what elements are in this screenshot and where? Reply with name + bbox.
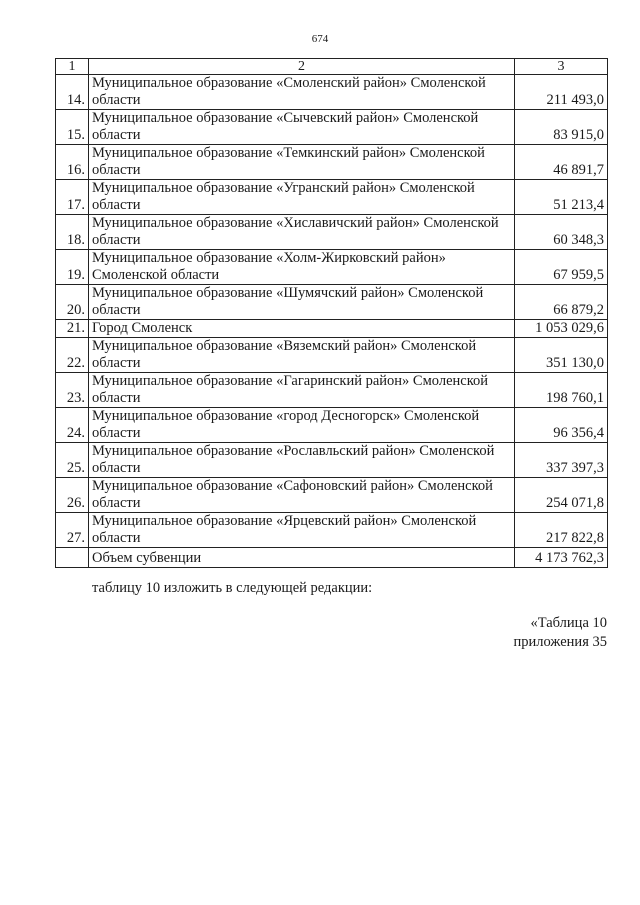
row-name: Муниципальное образование «Темкинский район» Смоленской области: [89, 145, 515, 180]
row-number: 25.: [56, 443, 89, 478]
row-name: Муниципальное образование «Рославльский район» Смоленской области: [89, 443, 515, 478]
row-value: 46 891,7: [515, 145, 608, 180]
row-number: 24.: [56, 408, 89, 443]
table-row: [56, 443, 608, 478]
instruction-text: таблицу 10 изложить в следующей редакции:: [92, 580, 373, 596]
row-name: Муниципальное образование «Вяземский район» Смоленской области: [89, 338, 515, 373]
row-number: 15.: [56, 110, 89, 145]
row-name: Муниципальное образование «Холм-Жирковский район» Смоленской области: [89, 250, 515, 285]
row-number: 17.: [56, 180, 89, 215]
table-row: [56, 250, 608, 285]
table-row: [56, 180, 608, 215]
total-row: [56, 548, 608, 568]
row-value: 217 822,8: [515, 513, 608, 548]
column-header-name: 2: [89, 59, 515, 75]
row-name: Муниципальное образование «Хиславичский район» Смоленской области: [89, 215, 515, 250]
table-row: [56, 408, 608, 443]
row-number: 20.: [56, 285, 89, 320]
column-header-number: 1: [56, 59, 89, 75]
row-name: Муниципальное образование «Гагаринский район» Смоленской области: [89, 373, 515, 408]
row-name: Муниципальное образование «Сафоновский район» Смоленской области: [89, 478, 515, 513]
table-header-row: [56, 59, 608, 75]
table-caption-block: [514, 614, 607, 652]
table-reference: «Таблица 10: [530, 615, 607, 631]
row-value: 198 760,1: [515, 373, 608, 408]
row-name: Муниципальное образование «Ярцевский район» Смоленской области: [89, 513, 515, 548]
row-value: 254 071,8: [515, 478, 608, 513]
row-value: 1 053 029,6: [515, 320, 608, 338]
subsidy-table: [55, 58, 608, 568]
row-number: 16.: [56, 145, 89, 180]
table-body: [56, 59, 608, 568]
row-number: [56, 548, 89, 568]
row-value: 51 213,4: [515, 180, 608, 215]
table-row: [56, 320, 608, 338]
row-value: 211 493,0: [515, 75, 608, 110]
page-number: 674: [311, 33, 329, 45]
row-value: 351 130,0: [515, 338, 608, 373]
row-name: Муниципальное образование «Угранский район» Смоленской области: [89, 180, 515, 215]
table-row: [56, 513, 608, 548]
row-value: 96 356,4: [515, 408, 608, 443]
table-row: [56, 285, 608, 320]
table-row: [56, 215, 608, 250]
table-row: [56, 75, 608, 110]
table-row: [56, 110, 608, 145]
table-row: [56, 478, 608, 513]
row-value: 337 397,3: [515, 443, 608, 478]
row-value: 83 915,0: [515, 110, 608, 145]
row-number: 21.: [56, 320, 89, 338]
row-number: 23.: [56, 373, 89, 408]
row-name: Муниципальное образование «Смоленский район» Смоленской области: [89, 75, 515, 110]
row-number: 18.: [56, 215, 89, 250]
table-row: [56, 145, 608, 180]
row-number: 22.: [56, 338, 89, 373]
row-number: 26.: [56, 478, 89, 513]
table-row: [56, 373, 608, 408]
row-name: Муниципальное образование «Шумячский район» Смоленской области: [89, 285, 515, 320]
row-name: Муниципальное образование «Сычевский район» Смоленской области: [89, 110, 515, 145]
row-number: 19.: [56, 250, 89, 285]
row-number: 27.: [56, 513, 89, 548]
row-name: Объем субвенции: [89, 548, 515, 568]
row-value: 67 959,5: [515, 250, 608, 285]
table-row: [56, 338, 608, 373]
row-value: 60 348,3: [515, 215, 608, 250]
row-name: Муниципальное образование «город Десногорск» Смоленской области: [89, 408, 515, 443]
row-name: Город Смоленск: [89, 320, 515, 338]
row-number: 14.: [56, 75, 89, 110]
column-header-value: 3: [515, 59, 608, 75]
appendix-reference: приложения 35: [513, 634, 607, 650]
row-value: 4 173 762,3: [515, 548, 608, 568]
row-value: 66 879,2: [515, 285, 608, 320]
